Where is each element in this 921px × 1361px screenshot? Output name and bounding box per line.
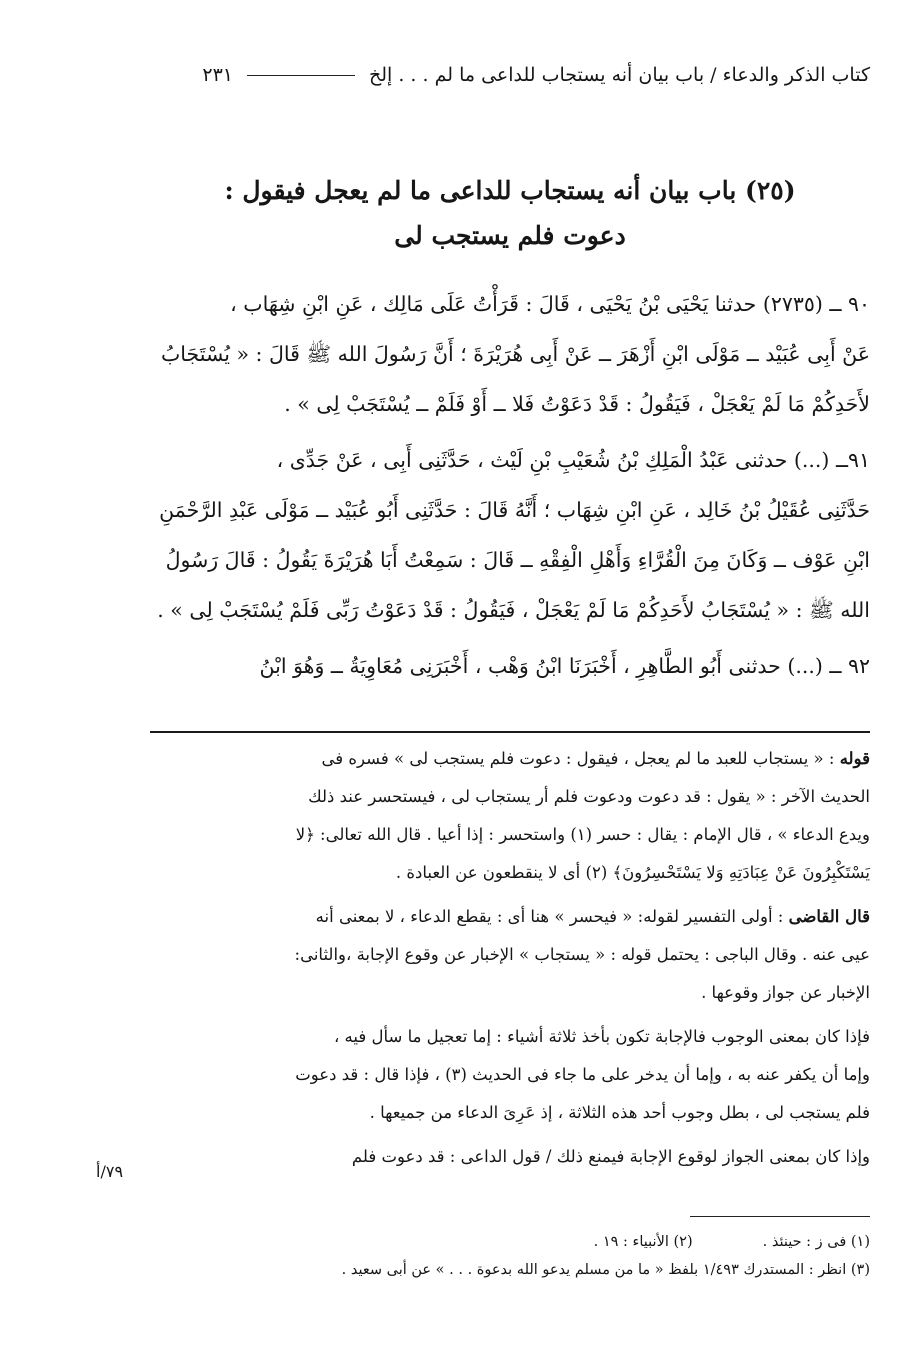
chapter-title-line-2: دعوت فلم يستجب لى <box>394 221 626 250</box>
commentary-para-2-line-3: الإخبار عن جواز وقوعها . <box>701 983 870 1002</box>
commentary-para-2-line-1: قال القاضى : أولى التفسير لقوله: « فيحسر » هنا أى : يقطع الدعاء ، لا بمعنى أنه <box>315 907 870 926</box>
header-rule <box>247 75 355 76</box>
commentary-para-1-line-3: ويدع الدعاء » ، قال الإمام : يقال : حسر (١) واستحسر : إذا أعيا . قال الله تعالى: ﴿لا <box>295 825 870 844</box>
footnote-row <box>150 1228 870 1256</box>
hadith-90-line-3: لأَحَدِكُمْ مَا لَمْ يَعْجَلْ ، فَيَقُولُ : قَدْ دَعَوْتُ فَلا ــ أَوْ فَلَمْ ــ يُسْتَجَبْ لِى » . <box>284 392 870 416</box>
commentary-separator <box>150 731 870 733</box>
hadith-91-line-2: حَدَّثَنِى عُقَيْلُ بْنُ خَالِد ، عَنِ ابْنِ شِهَاب ؛ أَنَّهُ قَالَ : حَدَّثَنِى أَبُو عُبَيْد ــ مَوْلَى عَبْدِ الرَّحْمَنِ <box>159 498 870 522</box>
commentary-para-2-line-2: عيى عنه . وقال الباجى : يحتمل قوله : « يستجاب » الإخبار عن وقوع الإجابة ،والثانى: <box>294 945 870 964</box>
footnote-1: (١) فى ز : حينئذ . <box>762 1234 870 1250</box>
hadith-90-line-2: عَنْ أَبِى عُبَيْد ــ مَوْلَى ابْنِ أَزْهَرَ ــ عَنْ أَبِى هُرَيْرَةَ ؛ أَنَّ رَسُولَ الله ﷺ قَالَ : « يُسْتَجَابُ <box>160 342 870 366</box>
commentary-para-1-line-4: يَسْتَكْبِرُونَ عَنْ عِبَادَتِهِ وَلا يَسْتَحْسِرُونَ﴾ (٢) أى لا ينقطعون عن العبادة . <box>395 863 870 882</box>
commentary-text <box>150 743 870 1179</box>
running-title: كتاب الذكر والدعاء / باب بيان أنه يستجاب للداعى ما لم . . . إلخ <box>368 64 870 86</box>
commentary-para-4-line-1: وإذا كان بمعنى الجواز لوقوع الإجابة فيمنع ذلك / قول الداعى : قد دعوت فلم <box>351 1147 870 1166</box>
footnote-2: (٢) الأنبياء : ١٩ . <box>593 1234 693 1250</box>
commentary-lead: قوله <box>839 749 870 768</box>
manuscript-folio-note: ٧٩/أ <box>96 1162 124 1181</box>
running-header <box>150 58 870 92</box>
footnotes <box>150 1228 870 1284</box>
page-number: ٢٣١ <box>202 64 233 86</box>
hadith-90-line-1: ٩٠ ــ (٢٧٣٥) حدثنا يَحْيَى بْنُ يَحْيَى ، قَالَ : قَرَأْتُ عَلَى مَالِك ، عَنِ ابْنِ شِهَاب ، <box>230 292 870 316</box>
hadith-text <box>150 283 870 695</box>
footnote-separator <box>690 1216 870 1217</box>
hadith-91-line-4: الله ﷺ : « يُسْتَجَابُ لأَحَدِكُمْ مَا لَمْ يَعْجَلْ ، فَيَقُولُ : قَدْ دَعَوْتُ رَبِّى فَلَمْ يُسْتَجَبْ لِى » . <box>157 598 870 622</box>
commentary-lead: قال القاضى <box>788 907 870 926</box>
chapter-title-line-1: (٢٥) باب بيان أنه يستجاب للداعى ما لم يعجل فيقول : <box>224 176 796 205</box>
hadith-92-line-1: ٩٢ ــ (...) حدثنى أَبُو الطَّاهِرِ ، أَخْبَرَنَا ابْنُ وَهْب ، أَخْبَرَنِى مُعَاوِيَةُ ــ وَهُوَ ابْنُ <box>259 654 870 678</box>
hadith-91-line-3: ابْنِ عَوْف ــ وَكَانَ مِنَ الْقُرَّاءِ وَأَهْلِ الْفِقْهِ ــ قَالَ : سَمِعْتُ أَبَا هُرَيْرَةَ يَقُولُ : قَالَ رَسُولُ <box>165 548 870 572</box>
commentary-para-3-line-2: وإما أن يكفر عنه به ، وإما أن يدخر على ما جاء فى الحديث (٣) ، فإذا قال : قد دعوت <box>295 1065 870 1084</box>
footnote-3: (٣) انظر : المستدرك ١/٤٩٣ بلفظ « ما من مسلم يدعو الله بدعوة . . . » عن أبى سعيد . <box>341 1262 870 1278</box>
commentary-para-1-line-2: الحديث الآخر : « يقول : قد دعوت ودعوت فلم أر يستجاب لى ، فيستحسر عند ذلك <box>308 787 870 806</box>
commentary-para-3-line-3: فلم يستجب لى ، بطل وجوب أحد هذه الثلاثة ، إذ عَرِىَ الدعاء من جميعها . <box>369 1103 870 1122</box>
commentary-para-1-line-1: قوله : « يستجاب للعبد ما لم يعجل ، فيقول : دعوت فلم يستجب لى » فسره فى <box>321 749 870 768</box>
hadith-91-line-1: ٩١ــ (...) حدثنى عَبْدُ الْمَلِكِ بْنُ شُعَيْبِ بْنِ لَيْث ، حَدَّثَنِى أَبِى ، عَنْ جَدِّى ، <box>276 448 870 472</box>
commentary-para-3-line-1: فإذا كان بمعنى الوجوب فالإجابة تكون بأخذ ثلاثة أشياء : إما تعجيل ما سأل فيه ، <box>333 1027 870 1046</box>
chapter-heading <box>150 168 870 258</box>
